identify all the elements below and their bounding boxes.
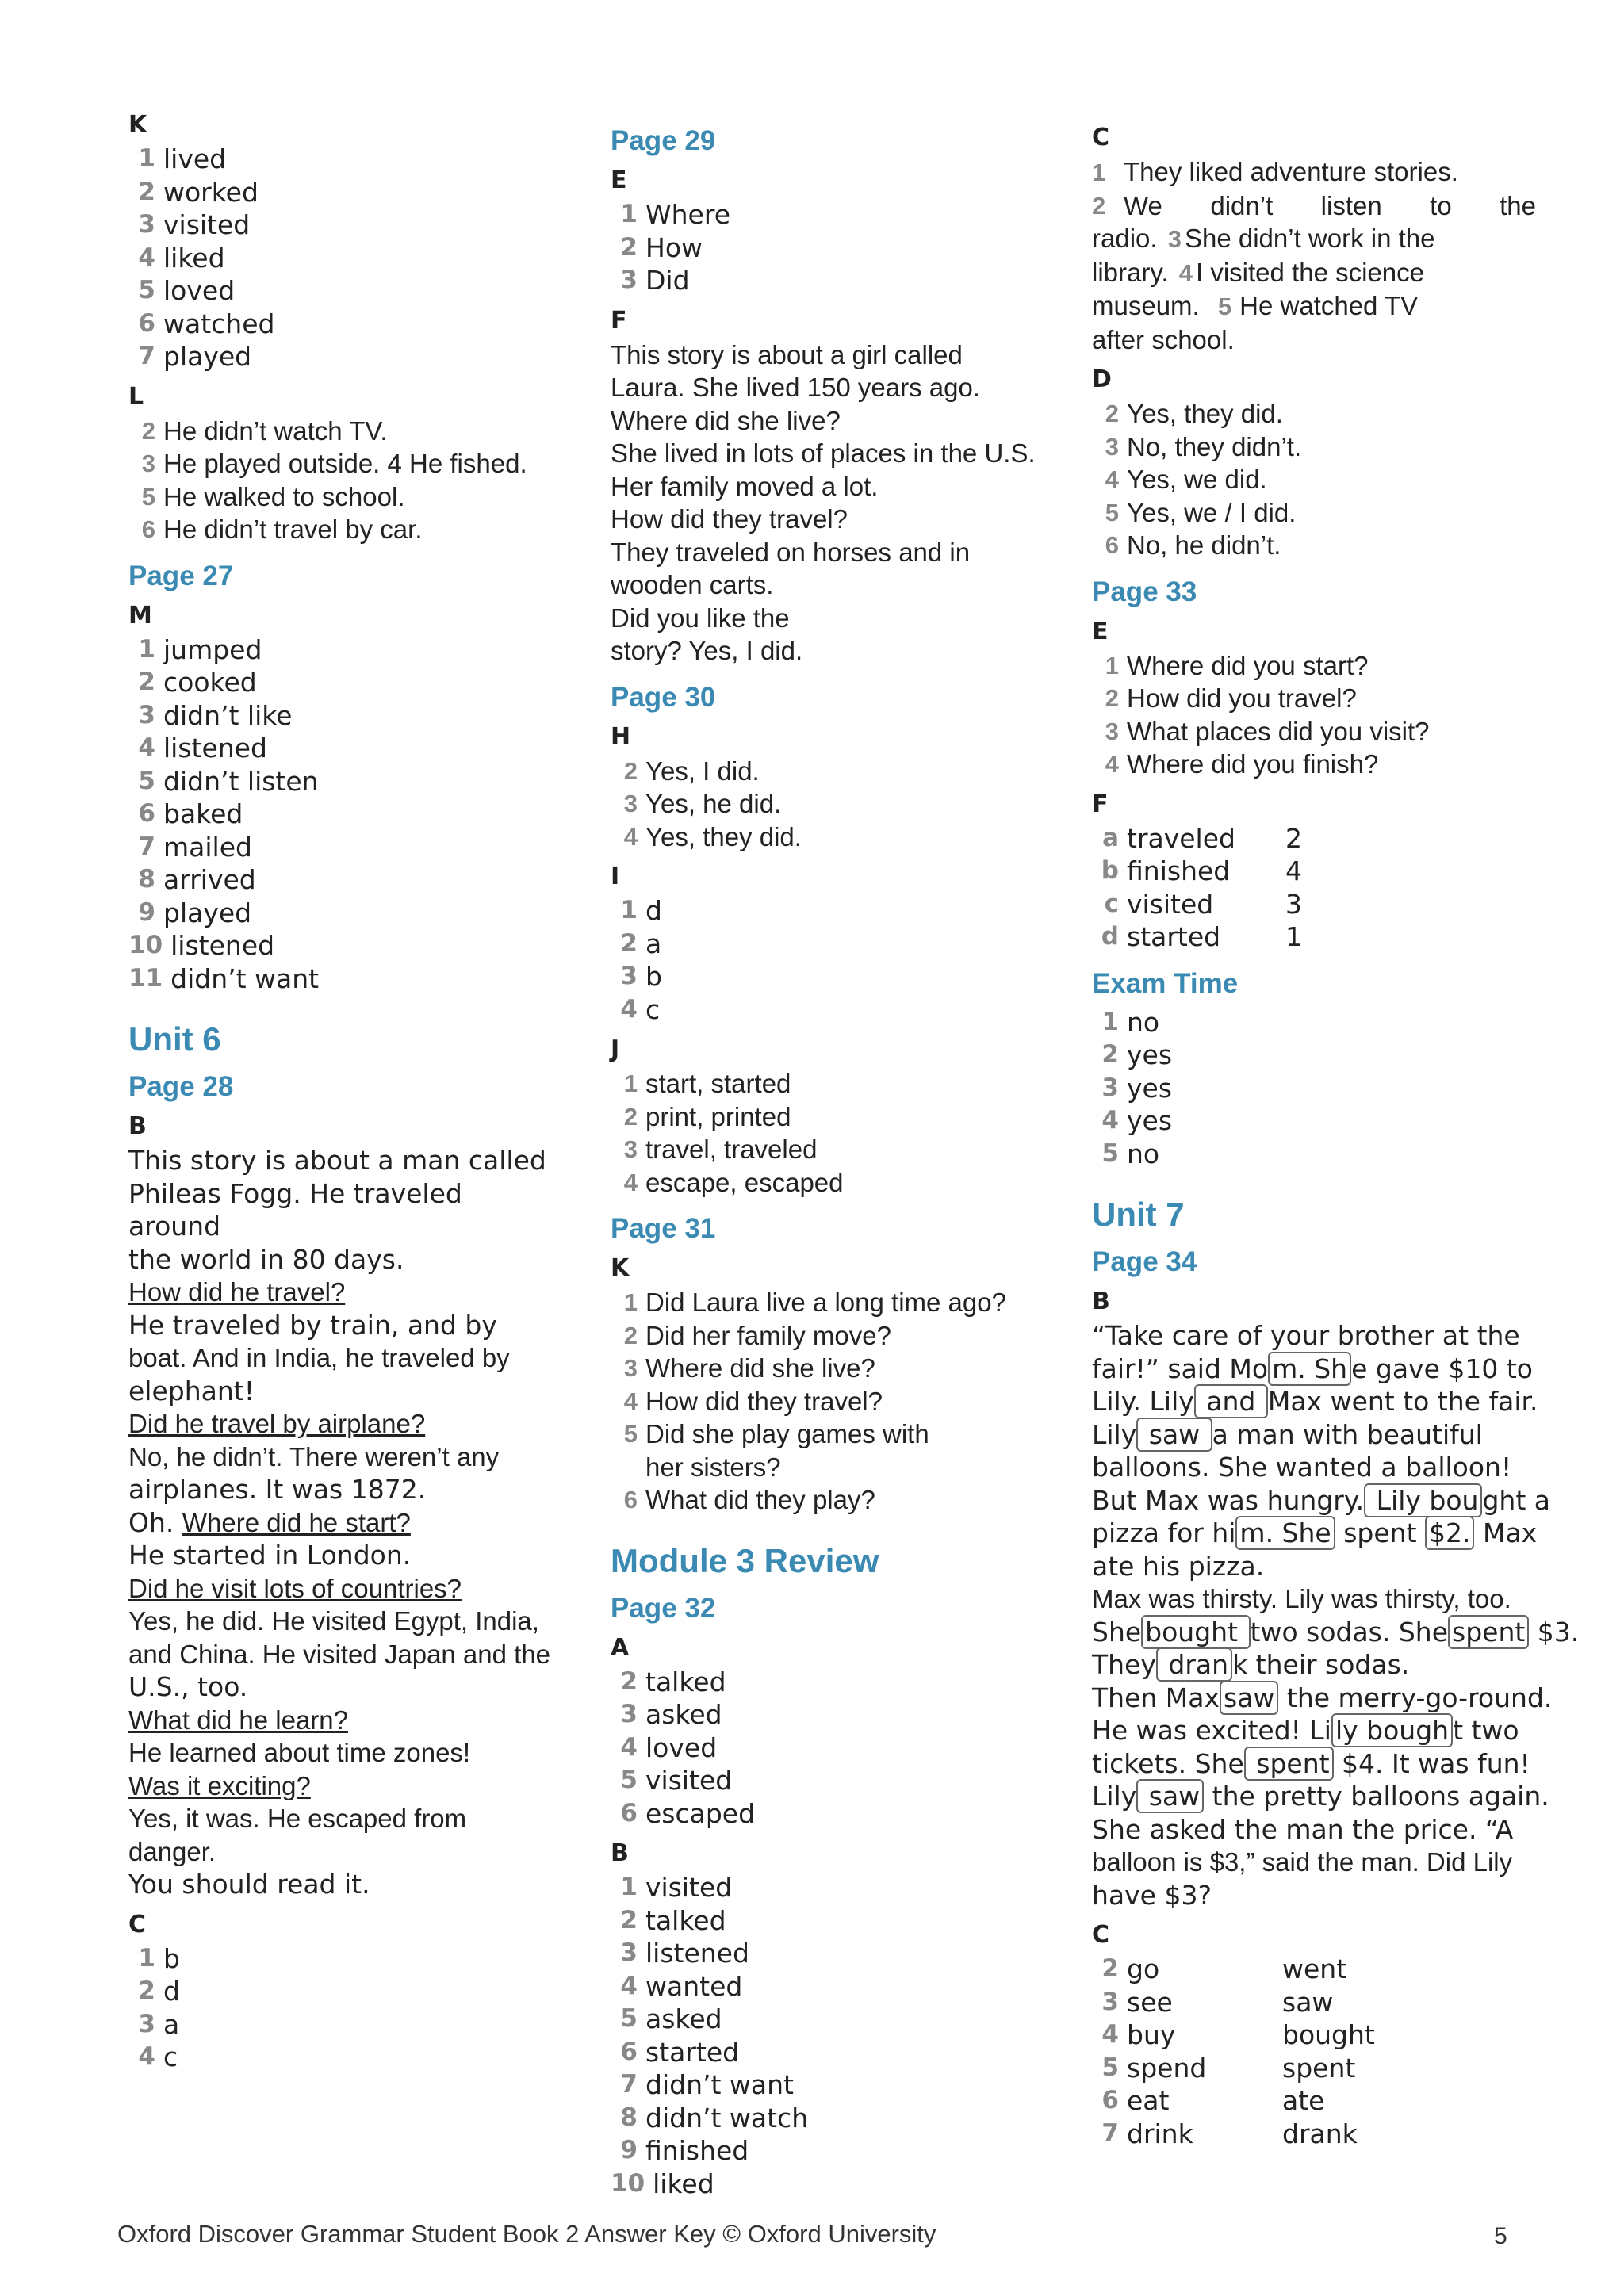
answer-list-l — [128, 415, 557, 546]
list-item: 4 loved — [620, 1732, 718, 1763]
answer-list-k2 — [611, 1286, 1039, 1517]
section-label: M — [128, 601, 152, 629]
section-label: E — [1092, 617, 1109, 645]
answer-list-d — [1092, 397, 1536, 562]
list-item: 5 loved — [138, 275, 236, 306]
section-label: C — [128, 1910, 147, 1938]
page-heading: Page 30 — [611, 681, 716, 713]
list-item: 2 Yes, they did. — [1105, 399, 1283, 428]
column-2 — [611, 119, 1039, 2200]
list-item: 3 Yes, he did. — [623, 789, 782, 818]
story-text: This story is about a man called Phileas Fogg. He traveled around the world in 80 days. How did he travel? He traveled by train, and by boat. And in India, he traveled by elephant! Did he travel by airplane? No, he didn’t. There weren’t any airplanes. It was 1872. Oh. Where did he start? He started in London. Did he visit lots of countries? Yes, he did. He visited Egypt, India, and China. He visited Japan and the U.S., too. What did he learn? He learned about time zones! Was it exciting? Yes, it was. He escaped from danger. You should read it. — [128, 1145, 551, 1900]
answer-list-a — [611, 1666, 1039, 1831]
list-item: her sisters? — [645, 1452, 781, 1482]
story-text-boxed: “Take care of your brother at the fair!” said Mo m. Sh e gave $10 to Lily. Lily and Max went to the fair. Lily saw a man with beautiful balloons. She wanted a balloon! But Max was hungry. Lily bou ght a pizza for hi m. She spent $2. Max ate his pizza. Max was thirsty. Lily was thirsty, too. She bought two sodas. She spent $3. They dran k their sodas. Then Max saw the merry-go-round. He was excited! Li ly bough t two tickets. She spent $4. It was fun! Lily saw the pretty balloons again. She asked the man the price. “A balloon is $3,” said the man. Did Lily have $3? — [1092, 1320, 1580, 1911]
section-label: K — [128, 111, 147, 139]
list-item: 2 talked — [620, 1904, 726, 1936]
list-item: 4 buy bought — [1101, 2019, 1375, 2050]
list-item: 3 didn’t like — [138, 699, 293, 731]
answer-list-h — [611, 755, 1039, 854]
answer-list-m — [128, 633, 557, 996]
list-item: 3 Where did she live? — [623, 1353, 875, 1383]
answer-list-e — [611, 198, 1039, 297]
list-item: 2 He didn’t watch TV. — [141, 415, 388, 446]
list-item: 4 c — [620, 993, 661, 1025]
answer-list-i — [611, 894, 1039, 1026]
list-item: 7 drink drank — [1101, 2118, 1358, 2149]
list-item: 10 listened — [128, 930, 275, 961]
list-item: 1 b — [138, 1942, 180, 1974]
list-item: 6 He didn’t travel by car. — [141, 515, 423, 544]
list-item: 5 asked — [620, 2003, 722, 2034]
list-item: 4 Yes, they did. — [623, 821, 802, 851]
section-label: F — [1092, 790, 1109, 818]
list-item: 1 visited — [620, 1872, 733, 1903]
list-item: 4 Yes, we did. — [1105, 465, 1267, 494]
page-heading: Page 28 — [128, 1071, 234, 1102]
list-item: 1 Did Laura live a long time ago? — [623, 1288, 1006, 1317]
section-label: A — [611, 1633, 630, 1662]
list-item: 1 Where did you start? — [1105, 650, 1369, 680]
answer-list-j — [611, 1067, 1039, 1199]
list-item: 6 watched — [138, 308, 275, 339]
list-item: 5 spend spent — [1101, 2052, 1356, 2084]
list-item: 3 travel, traveled — [623, 1135, 818, 1164]
list-item: 3 He played outside. 4 He fished. — [141, 449, 527, 478]
page-heading: Page 29 — [611, 125, 716, 156]
list-item: 2 Did her family move? — [623, 1320, 891, 1350]
answer-list-f3 — [1092, 822, 1536, 954]
list-item: 3 No, they didn’t. — [1105, 431, 1302, 461]
section-label: H — [611, 722, 631, 751]
answer-list-c3 — [1092, 1953, 1536, 2150]
list-item: 1 Where — [620, 199, 730, 230]
list-item: 8 didn’t watch — [620, 2102, 809, 2133]
list-item: d started 1 — [1101, 921, 1302, 952]
list-item: 2 How did you travel? — [1105, 683, 1357, 713]
section-label: K — [611, 1254, 630, 1282]
list-item: 5 Yes, we / I did. — [1105, 497, 1297, 527]
list-item: 4 wanted — [620, 1970, 743, 2002]
page-heading: Page 27 — [128, 560, 234, 591]
list-item: b finished 4 — [1101, 855, 1302, 886]
unit-heading: Unit 6 — [128, 1020, 221, 1058]
list-item: 6 started — [620, 2036, 740, 2068]
list-item: 11 didn’t want — [128, 962, 320, 994]
list-item: 2 Yes, I did. — [623, 756, 760, 786]
list-item: 3 listened — [620, 1938, 749, 1969]
list-item: 3 b — [620, 961, 662, 992]
section-label: F — [611, 306, 627, 335]
list-item: 2 d — [138, 1976, 180, 2007]
list-item: 4 liked — [138, 242, 225, 274]
section-label: B — [128, 1112, 147, 1140]
list-item: 9 finished — [620, 2135, 749, 2166]
list-item: 4 escape, escaped — [623, 1167, 844, 1197]
answer-list-k — [128, 143, 557, 373]
unit-heading: Unit 7 — [1092, 1196, 1185, 1233]
page-heading: Page 32 — [611, 1592, 716, 1624]
list-item: 7 mailed — [138, 831, 252, 863]
page-heading: Page 34 — [1092, 1246, 1197, 1277]
page-number: 5 — [1494, 2223, 1507, 2249]
list-item: 9 played — [138, 897, 252, 928]
section-label: E — [611, 166, 627, 194]
list-item: 2 talked — [620, 1666, 726, 1697]
answer-list-b — [611, 1871, 1039, 2200]
list-item: 2 How — [620, 232, 703, 263]
list-item: 3 visited — [138, 209, 251, 240]
list-item: a traveled 2 — [1102, 822, 1302, 854]
list-item: 3 a — [138, 2008, 180, 2040]
list-item: 6 baked — [138, 798, 243, 829]
list-item: 3 asked — [620, 1699, 722, 1730]
list-item: 2 print, printed — [623, 1101, 791, 1131]
section-label: J — [611, 1035, 620, 1063]
module-heading: Module 3 Review — [611, 1541, 879, 1579]
list-item: 3 yes — [1101, 1072, 1173, 1104]
list-item: 1 jumped — [138, 633, 262, 665]
list-item: 10 liked — [611, 2168, 714, 2199]
list-item: 1 no — [1101, 1006, 1160, 1038]
list-item: 5 no — [1101, 1138, 1160, 1169]
list-item: 6 No, he didn’t. — [1105, 530, 1281, 560]
column-1 — [128, 108, 557, 2074]
list-item: 4 How did they travel? — [623, 1386, 883, 1416]
list-item: 7 didn’t want — [620, 2069, 794, 2100]
list-item: 1 d — [620, 895, 662, 926]
section-label: B — [611, 1839, 629, 1867]
page-heading: Page 33 — [1092, 576, 1197, 607]
list-item: c visited 3 — [1104, 888, 1302, 920]
list-item: 7 played — [138, 341, 252, 372]
page-heading: Page 31 — [611, 1213, 716, 1244]
section-label: D — [1092, 365, 1112, 393]
list-item: 1 start, started — [623, 1069, 791, 1098]
list-item: 2 yes — [1101, 1039, 1173, 1070]
list-item: 4 yes — [1101, 1105, 1173, 1136]
answer-list-c — [128, 1942, 557, 2074]
list-item: 4 listened — [138, 733, 267, 763]
answer-list-exam — [1092, 1006, 1536, 1171]
list-item: 5 He walked to school. — [141, 481, 405, 511]
list-item: 2 go went — [1101, 1954, 1347, 1984]
list-item: 6 eat ate — [1101, 2085, 1325, 2116]
list-item: 3 What places did you visit? — [1105, 716, 1430, 746]
list-item: 6 escaped — [620, 1797, 756, 1829]
list-item: 4 Where did you finish? — [1105, 749, 1379, 779]
list-item: 2 worked — [138, 176, 259, 208]
list-item: 3 see saw — [1101, 1986, 1334, 2018]
column-3 — [1092, 121, 1580, 2150]
section-label: I — [611, 863, 620, 890]
list-item: 4 c — [138, 2042, 178, 2072]
section-label: C — [1092, 1921, 1110, 1949]
section-label: B — [1092, 1288, 1110, 1315]
exam-heading: Exam Time — [1092, 967, 1239, 999]
list-item: 5 visited — [620, 1765, 733, 1796]
list-item: 6 What did they play? — [623, 1485, 875, 1514]
list-item: 2 a — [620, 928, 662, 959]
footer-text: Oxford Discover Grammar Student Book 2 Answer Key © Oxford University — [117, 2220, 936, 2248]
list-item: 3 Did — [620, 265, 690, 296]
list-item: 5 didn’t listen — [138, 765, 319, 797]
sentence-answers: 1 They liked adventure stories. 2 We didn’t listen to the radio. 3 She didn’t work in the library. 4 I visited the science museum. 5 He watched TV after school. — [1092, 157, 1536, 354]
list-item: 5 Did she play games with — [623, 1419, 929, 1448]
answer-list-e3 — [1092, 649, 1536, 781]
list-item: 1 lived — [138, 144, 227, 174]
story-text: This story is about a girl called Laura. She lived 150 years ago. Where did she live? She lived in lots of places in the U.S. Her family moved a lot. How did they travel? They traveled on horses and in wooden carts. Did you like the story? Yes, I did. — [611, 339, 1036, 665]
section-label: C — [1092, 124, 1110, 151]
list-item: 8 arrived — [138, 864, 256, 895]
section-label: L — [128, 382, 144, 411]
list-item: 2 cooked — [138, 667, 257, 698]
